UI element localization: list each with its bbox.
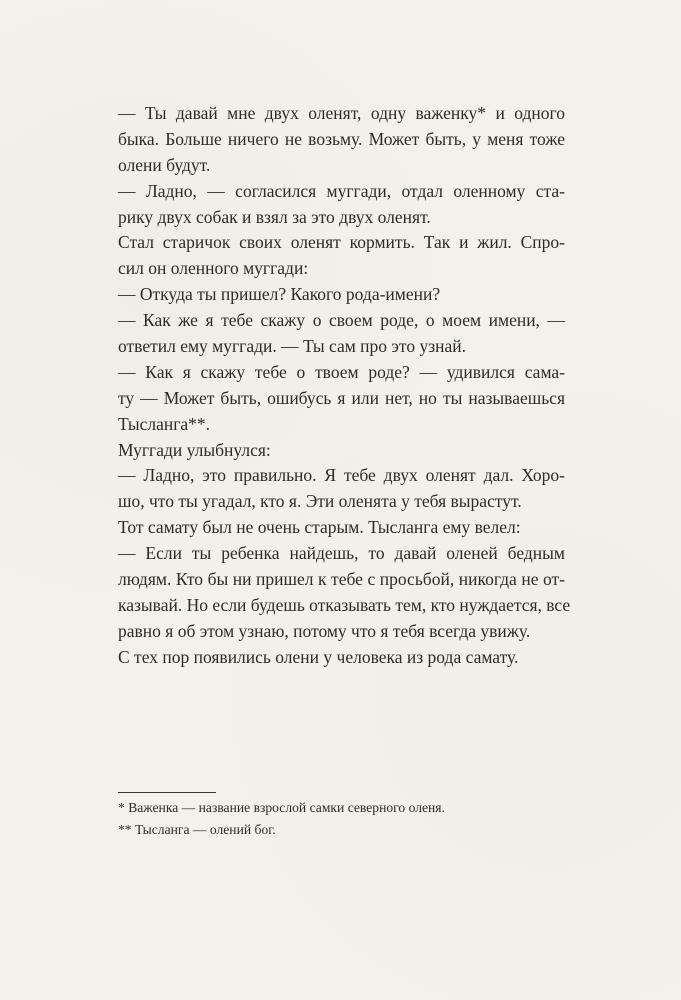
text-line: казывай. Но если будешь отказывать тем, кто нуждается, все [118, 594, 571, 615]
footnote-vazhenka: * Важенка — название взрослой самки северного оленя. [118, 800, 445, 815]
text-line: людям. Кто бы ни пришел к тебе с просьбой, никогда не от- [118, 569, 565, 590]
text-line: — Как же я тебе скажу о своем роде, о моем имени, — [118, 310, 565, 331]
text-line: — Если ты ребенка найдешь, то давай оленей бедным [118, 543, 565, 564]
text-line: рику двух собак и взял за это двух оленят. [118, 206, 431, 227]
main-text [118, 101, 571, 671]
text-line: ту — Может быть, ошибусь я или нет, но ты называешься [118, 387, 565, 408]
text-line: — Ты давай мне двух оленят, одну важенку* и одного [118, 103, 565, 123]
text-line: шо, что ты угадал, кто я. Эти оленята у тебя вырастут. [118, 491, 522, 512]
text-line: Тот самату был не очень старым. Тысланга ему велел: [118, 517, 521, 538]
footnote-tyslanga: ** Тысланга — олений бог. [118, 822, 276, 837]
text-line: — Откуда ты пришел? Какого рода-имени? [118, 284, 441, 305]
text-line: С тех пор появились олени у человека из рода самату. [118, 646, 519, 667]
text-line: Тысланга**. [118, 413, 211, 434]
text-line: равно я об этом узнаю, потому что я тебя всегда увижу. [118, 620, 531, 641]
text-line: олени будут. [118, 154, 211, 175]
text-line: Муггади улыбнулся: [118, 439, 271, 460]
text-line: — Ладно, — согласился муггади, отдал оленному ста- [118, 180, 565, 201]
footnotes [118, 797, 568, 841]
text-line: сил он оленного муггади: [118, 258, 309, 279]
text-line: ответил ему муггади. — Ты сам про это узнай. [118, 336, 467, 357]
text-line: Стал старичок своих оленят кормить. Так и жил. Спро- [118, 232, 565, 253]
text-line: быка. Больше ничего не возьму. Может быть, у меня тоже [118, 128, 565, 149]
footnote-divider [118, 792, 216, 793]
text-line: — Как я скажу тебе о твоем роде? — удивился сама- [118, 361, 565, 382]
text-line: — Ладно, это правильно. Я тебе двух оленят дал. Хоро- [118, 465, 565, 486]
